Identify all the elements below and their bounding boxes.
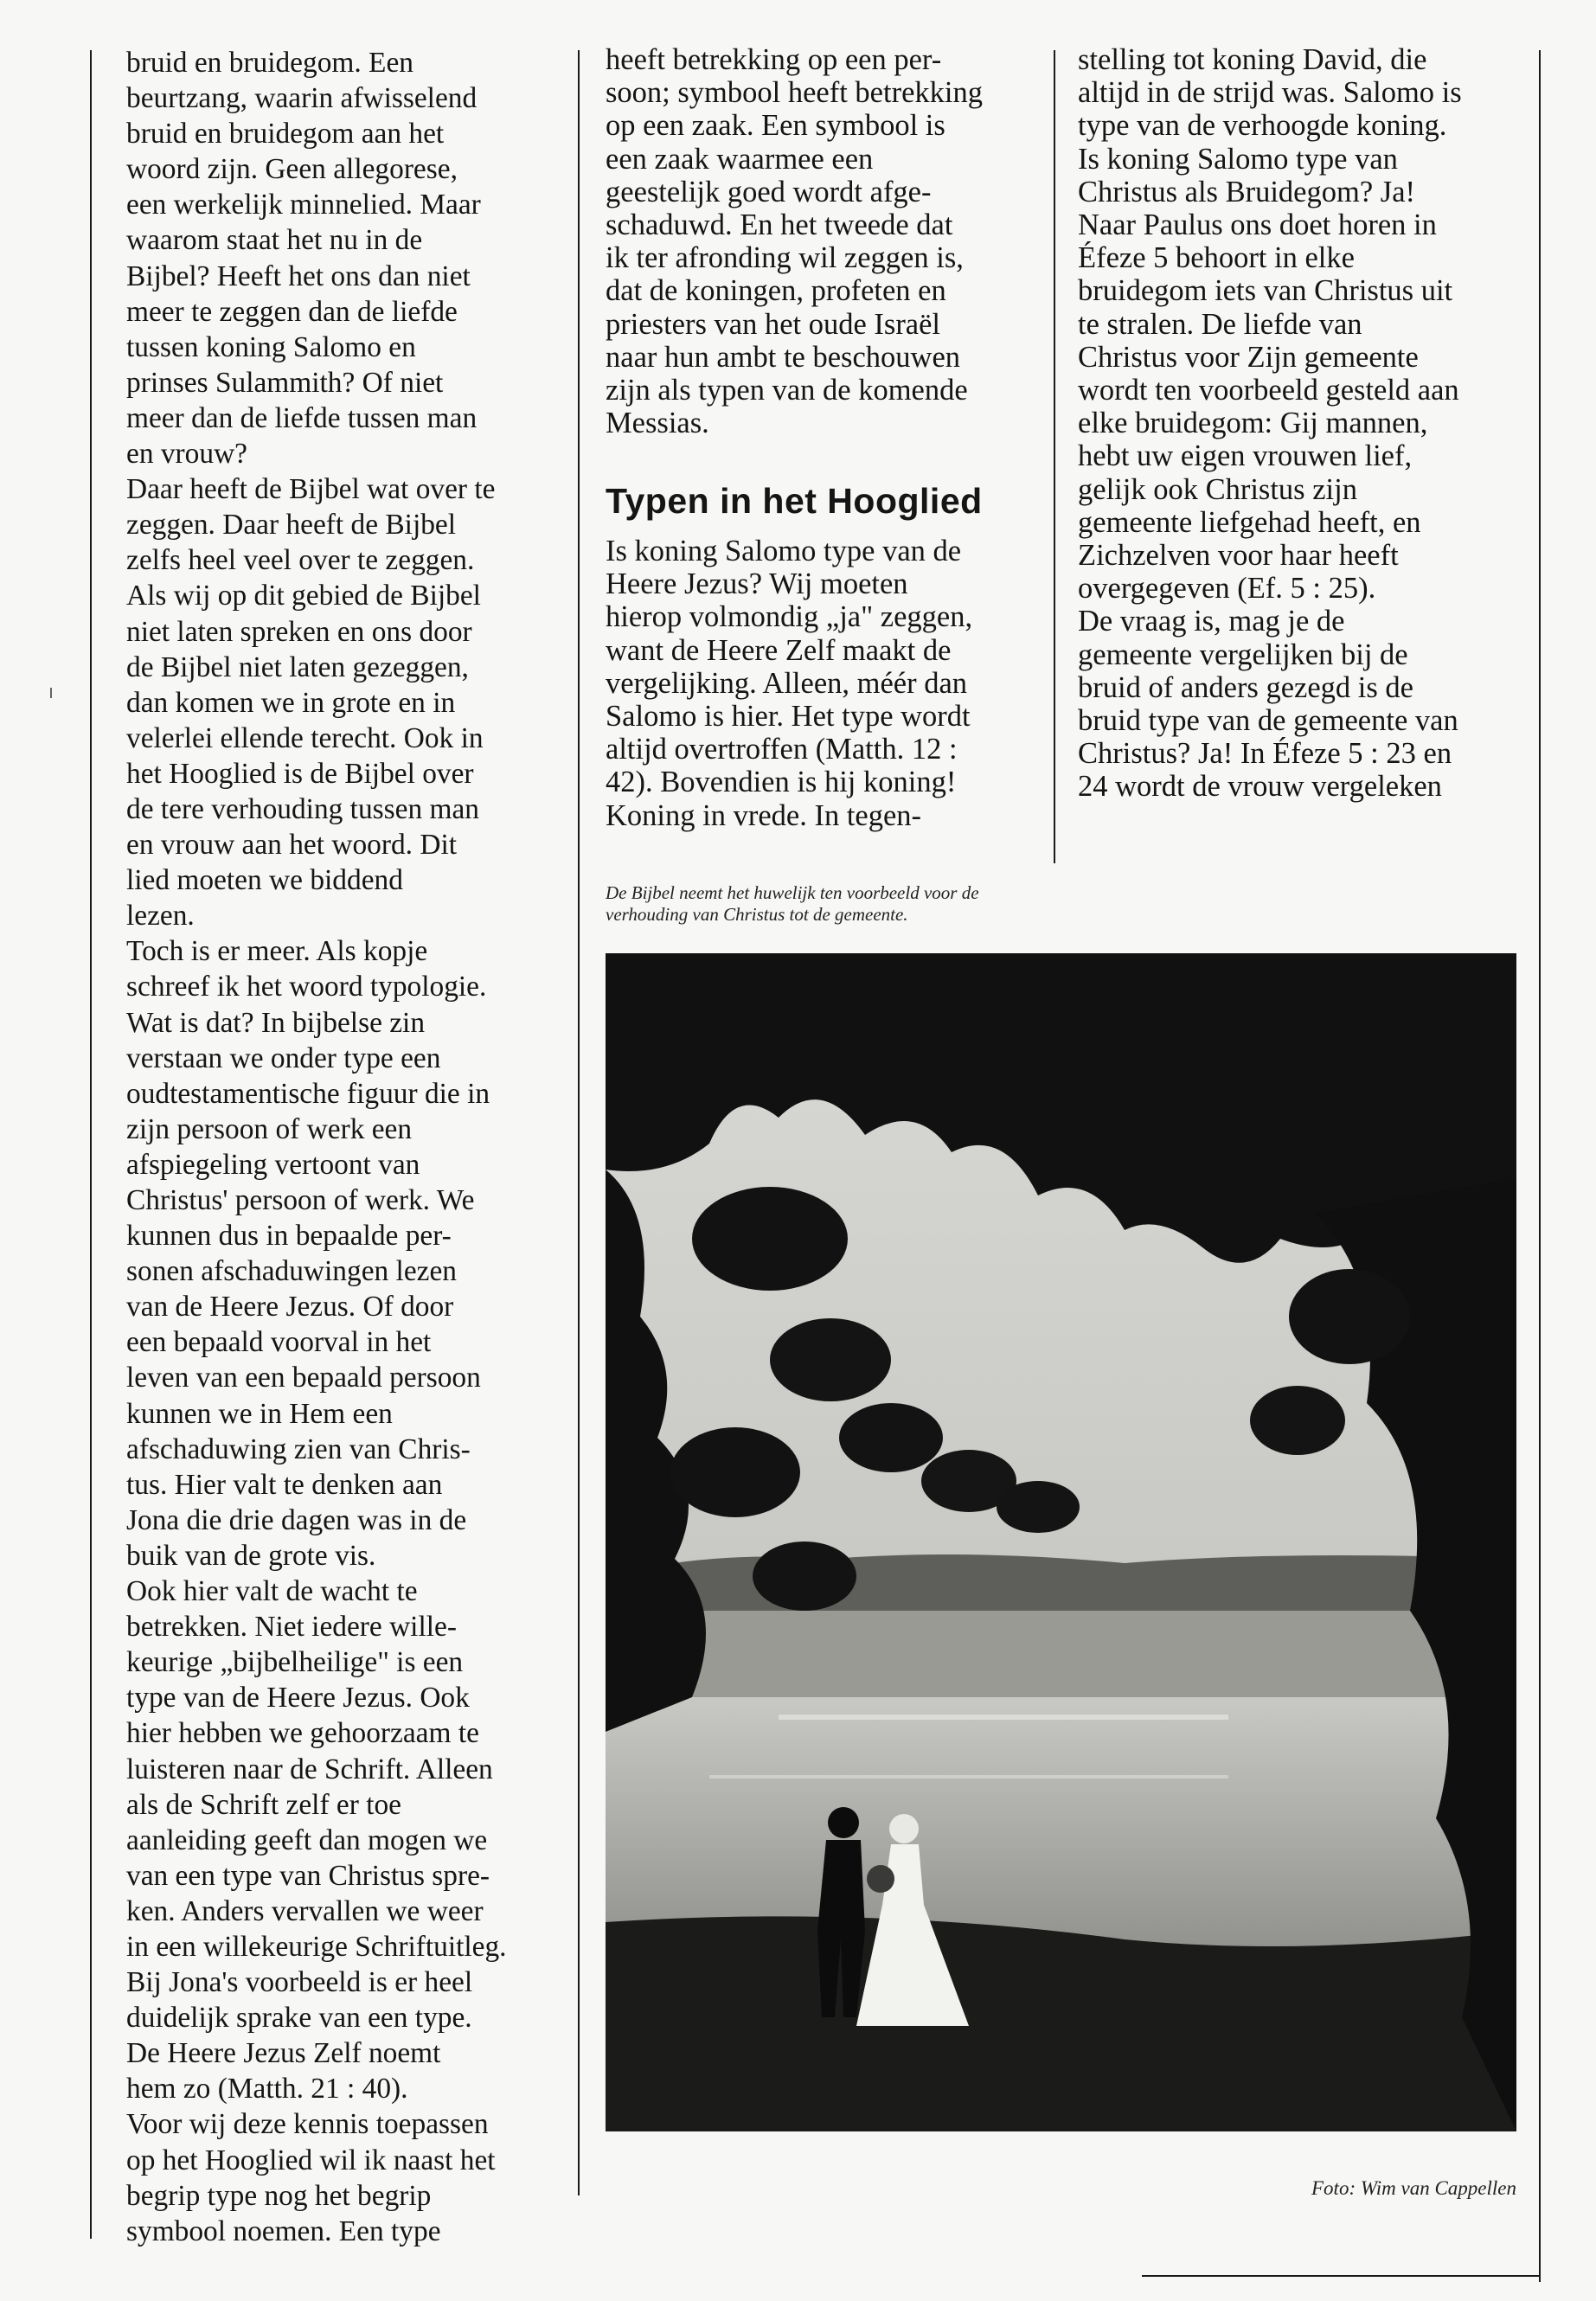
text-line: waarom staat het nu in de <box>126 224 423 257</box>
text-line: bruidegom iets van Christus uit <box>1078 274 1453 308</box>
text-line: Éfeze 5 behoort in elke <box>1078 241 1355 275</box>
text-line: Toch is er meer. Als kopje <box>126 935 428 968</box>
text-line: begrip type nog het begrip <box>126 2179 432 2212</box>
text-line: heeft betrekking op een per- <box>606 43 942 76</box>
text-line: aanleiding geeft dan mogen we <box>126 1823 488 1856</box>
text-line: luisteren naar de Schrift. Alleen <box>126 1753 493 1785</box>
text-line: vergelijking. Alleen, méér dan <box>606 666 968 700</box>
column-rule-1 <box>578 50 580 2195</box>
text-line: Bijbel? Heeft het ons dan niet <box>126 260 471 292</box>
text-line: Is koning Salomo type van <box>1078 142 1398 176</box>
text-line: de tere verhouding tussen man <box>126 792 479 825</box>
text-line: hebt uw eigen vrouwen lief, <box>1078 439 1413 473</box>
text-line: bruid of anders gezegd is de <box>1078 670 1413 704</box>
text-line: meer te zeggen dan de liefde <box>126 295 458 328</box>
text-line: hier hebben we gehoorzaam te <box>126 1717 479 1750</box>
column-rule-2 <box>1054 50 1055 863</box>
text-line: Christus? Ja! In Éfeze 5 : 23 en <box>1078 737 1452 771</box>
text-line: hem zo (Matth. 21 : 40). <box>126 2073 408 2106</box>
text-line: Koning in vrede. In tegen- <box>606 798 922 832</box>
right-margin-rule <box>1539 50 1541 2282</box>
text-line: altijd overtroffen (Matth. 12 : <box>606 733 958 766</box>
text-line: Voor wij deze kennis toepassen <box>126 2108 489 2141</box>
text-line: betrekken. Niet iedere wille- <box>126 1611 457 1644</box>
text-line: soon; symbool heeft betrekking <box>606 76 983 110</box>
left-margin-rule <box>90 50 92 2239</box>
text-line: buik van de grote vis. <box>126 1539 376 1572</box>
text-line: Zichzelven voor haar heeft <box>1078 539 1399 573</box>
text-line: 24 wordt de vrouw vergeleken <box>1078 770 1442 804</box>
text-line: Christus voor Zijn gemeente <box>1078 340 1419 374</box>
text-line: te stralen. De liefde van <box>1078 307 1362 341</box>
text-line: keurige „bijbelheilige" is een <box>126 1646 464 1679</box>
text-line: een bepaald voorval in het <box>126 1326 432 1359</box>
text-line: schreef ik het woord typologie. <box>126 971 487 1003</box>
text-line: bruid en bruidegom. Een <box>126 47 413 79</box>
text-line: symbool noemen. Een type <box>126 2214 441 2247</box>
text-column-right <box>1078 43 1462 804</box>
text-line: meer dan de liefde tussen man <box>126 401 478 434</box>
photo-caption <box>606 882 979 926</box>
text-line: een werkelijk minnelied. Maar <box>126 189 481 221</box>
text-line: ken. Anders vervallen we weer <box>126 1894 484 1927</box>
text-line: gelijk ook Christus zijn <box>1078 472 1357 506</box>
text-line: dat de koningen, profeten en <box>606 274 946 308</box>
text-line: tussen koning Salomo en <box>126 330 416 363</box>
text-line: geestelijk goed wordt afge- <box>606 175 932 208</box>
wedding-photo-image <box>606 953 1516 2131</box>
text-line: elke bruidegom: Gij mannen, <box>1078 407 1428 440</box>
text-line: lezen. <box>126 900 195 933</box>
text-line: wordt ten voorbeeld gesteld aan <box>1078 374 1459 407</box>
section-heading: Typen in het Hooglied <box>606 481 983 521</box>
text-line: Is koning Salomo type van de <box>606 535 962 567</box>
text-line: De vraag is, mag je de <box>1078 605 1345 638</box>
text-line: niet laten spreken en ons door <box>126 615 472 648</box>
text-line: Salomo is hier. Het type wordt <box>606 700 971 734</box>
text-line: op een zaak. Een symbool is <box>606 109 945 143</box>
text-line: duidelijk sprake van een type. <box>126 2002 472 2035</box>
text-line: Messias. <box>606 407 709 440</box>
caption-line: De Bijbel neemt het huwelijk ten voorbeeld voor de <box>606 882 979 903</box>
text-line: en vrouw? <box>126 438 248 471</box>
text-line: oudtestamentische figuur die in <box>126 1077 490 1110</box>
text-line: 42). Bovendien is hij koning! <box>606 766 957 799</box>
text-line: hierop volmondig „ja" zeggen, <box>606 600 973 634</box>
text-line: Als wij op dit gebied de Bijbel <box>126 580 481 612</box>
text-line: als de Schrift zelf er toe <box>126 1788 401 1821</box>
text-line: stelling tot koning David, die <box>1078 43 1427 76</box>
wedding-photo <box>606 953 1516 2131</box>
text-line: van een type van Christus spre- <box>126 1859 490 1892</box>
text-line: sonen afschaduwingen lezen <box>126 1255 457 1288</box>
text-line: zelfs heel veel over te zeggen. <box>126 544 475 577</box>
text-line: kunnen dus in bepaalde per- <box>126 1220 452 1253</box>
text-line: Heere Jezus? Wij moeten <box>606 567 908 601</box>
text-column-middle-continued <box>606 535 972 832</box>
text-line: want de Heere Zelf maakt de <box>606 633 952 667</box>
text-line: De Heere Jezus Zelf noemt <box>126 2037 441 2070</box>
text-line: de Bijbel niet laten gezeggen, <box>126 651 469 683</box>
text-line: priesters van het oude Israël <box>606 307 941 341</box>
text-line: bruid type van de gemeente van <box>1078 704 1458 738</box>
text-line: tus. Hier valt te denken aan <box>126 1468 443 1501</box>
text-line: schaduwd. En het tweede dat <box>606 208 953 242</box>
text-line: bruid en bruidegom aan het <box>126 118 445 151</box>
text-line: zeggen. Daar heeft de Bijbel <box>126 509 457 542</box>
text-line: Christus' persoon of werk. We <box>126 1184 475 1216</box>
text-line: het Hooglied is de Bijbel over <box>126 757 474 790</box>
text-line: woord zijn. Geen allegorese, <box>126 153 458 186</box>
text-line: in een willekeurige Schriftuitleg. <box>126 1930 507 1963</box>
text-column-middle <box>606 43 983 439</box>
text-line: lied moeten we biddend <box>126 864 403 897</box>
text-line: van de Heere Jezus. Of door <box>126 1291 454 1324</box>
text-line: type van de verhoogde koning. <box>1078 109 1447 143</box>
text-line: kunnen we in Hem een <box>126 1397 393 1430</box>
text-column-left <box>126 45 507 2249</box>
text-line: type van de Heere Jezus. Ook <box>126 1682 470 1715</box>
text-line: Christus als Bruidegom? Ja! <box>1078 175 1415 208</box>
bottom-rule <box>1142 2275 1540 2277</box>
text-line: afspiegeling vertoont van <box>126 1148 420 1181</box>
text-line: Ook hier valt de wacht te <box>126 1575 418 1608</box>
text-line: een zaak waarmee een <box>606 142 874 176</box>
caption-line: verhouding van Christus tot de gemeente. <box>606 904 908 925</box>
text-line: Bij Jona's voorbeeld is er heel <box>126 1966 473 1999</box>
text-line: Naar Paulus ons doet horen in <box>1078 208 1437 242</box>
text-line: prinses Sulammith? Of niet <box>126 366 444 399</box>
text-line: Daar heeft de Bijbel wat over te <box>126 473 496 506</box>
text-line: verstaan we onder type een <box>126 1042 441 1074</box>
text-line: zijn persoon of werk een <box>126 1112 413 1145</box>
text-line: gemeente vergelijken bij de <box>1078 638 1408 671</box>
text-line: op het Hooglied wil ik naast het <box>126 2144 496 2176</box>
text-line: beurtzang, waarin afwisselend <box>126 82 478 115</box>
margin-mark <box>50 688 52 698</box>
text-line: Wat is dat? In bijbelse zin <box>126 1006 426 1039</box>
text-line: gemeente liefgehad heeft, en <box>1078 505 1421 539</box>
text-line: Jona die drie dagen was in de <box>126 1503 467 1536</box>
text-line: velerlei ellende terecht. Ook in <box>126 721 484 754</box>
text-line: overgegeven (Ef. 5 : 25). <box>1078 572 1376 606</box>
text-line: altijd in de strijd was. Salomo is <box>1078 76 1462 110</box>
text-line: afschaduwing zien van Chris- <box>126 1433 471 1465</box>
text-line: dan komen we in grote en in <box>126 686 456 719</box>
text-line: ik ter afronding wil zeggen is, <box>606 241 964 275</box>
text-line: leven van een bepaald persoon <box>126 1362 481 1394</box>
text-line: zijn als typen van de komende <box>606 374 968 407</box>
text-line: en vrouw aan het woord. Dit <box>126 829 458 862</box>
photo-credit: Foto: Wim van Cappellen <box>1311 2177 1516 2199</box>
text-line: naar hun ambt te beschouwen <box>606 340 961 374</box>
